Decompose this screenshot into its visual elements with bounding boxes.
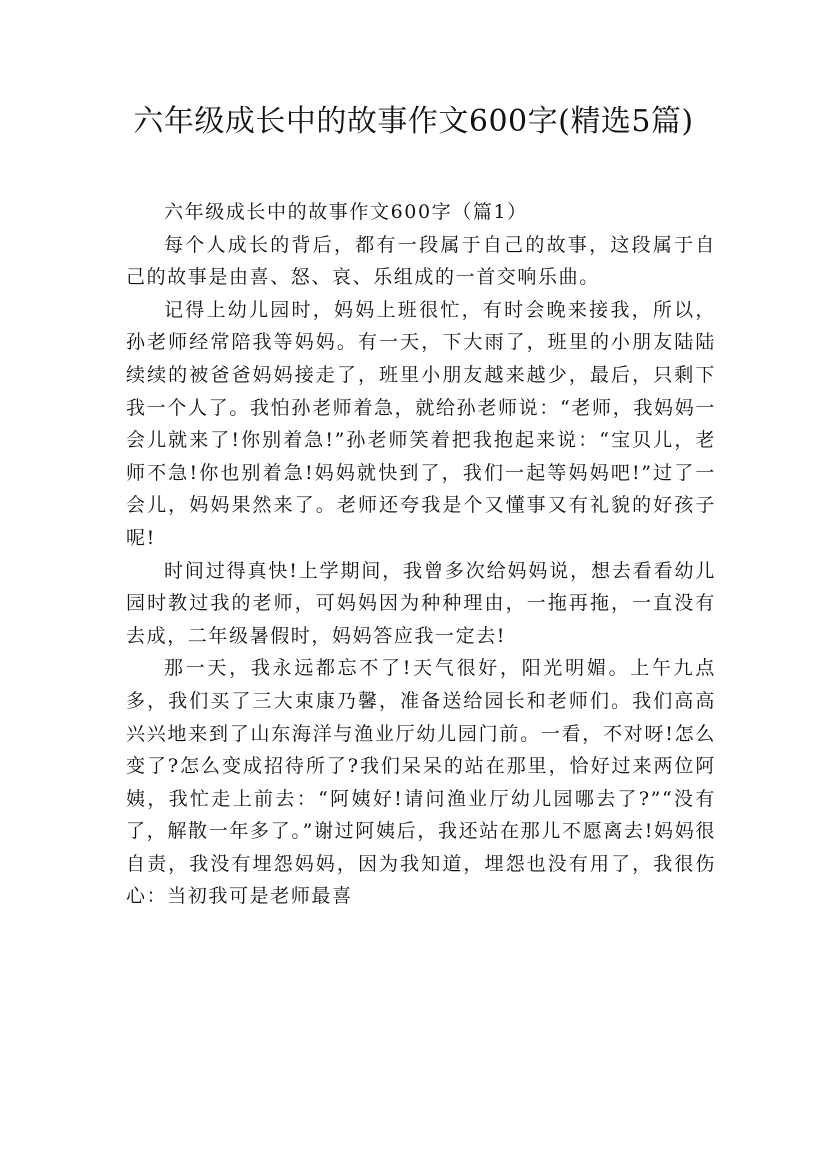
paragraph-3: 时间过得真快!上学期间，我曾多次给妈妈说，想去看看幼儿园时教过我的老师，可妈妈因为种种理由，一拖再拖，一直没有去成，二年级暑假时，妈妈答应我一定去! [126, 559, 716, 647]
paragraph-2: 记得上幼儿园时，妈妈上班很忙，有时会晚来接我，所以，孙老师经常陪我等妈妈。有一天，下大雨了，班里的小朋友陆陆续续的被爸爸妈妈接走了，班里小朋友越来越少，最后，只剩下我一个人了。我怕孙老师着急，就给孙老师说：“老师，我妈妈一会儿就来了!你别着急!”孙老师笑着把我抱起来说：“宝贝儿，老师不急!你也别着急!妈妈就快到了，我们一起等妈妈吧!”过了一会儿，妈妈果然来了。老师还夸我是个又懂事又有礼貌的好孩子呢! [126, 298, 716, 549]
paragraph-1: 每个人成长的背后，都有一段属于自己的故事，这段属于自己的故事是由喜、怒、哀、乐组成的一首交响乐曲。 [126, 233, 716, 289]
document-body [126, 196, 716, 913]
section-heading: 六年级成长中的故事作文600字（篇1） [164, 201, 528, 223]
document-title: 六年级成长中的故事作文600字(精选5篇) [133, 104, 694, 139]
paragraph-4: 那一天，我永远都忘不了!天气很好，阳光明媚。上午九点多，我们买了三大束康乃馨，准备送给园长和老师们。我们高高兴兴地来到了山东海洋与渔业厅幼儿园门前。一看，不对呀!怎么变了?怎么变成招待所了?我们呆呆的站在那里，恰好过来两位阿姨，我忙走上前去：“阿姨好!请问渔业厅幼儿园哪去了?”“没有了，解散一年多了。”谢过阿姨后，我还站在那儿不愿离去!妈妈很自责，我没有埋怨妈妈，因为我知道，埋怨也没有用了，我很伤心：当初我可是老师最喜 [126, 657, 716, 908]
